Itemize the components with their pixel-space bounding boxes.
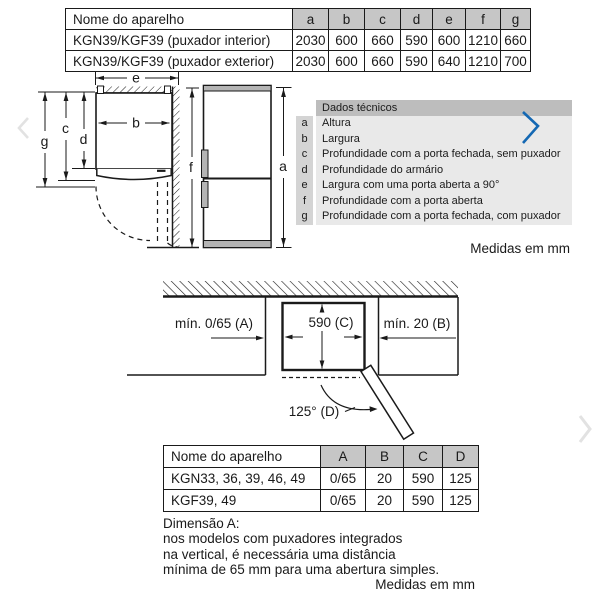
angle-label-d: 125° (D): [288, 404, 340, 419]
note-line: na vertical, é necessária uma distância: [163, 546, 396, 562]
measure-units-note: Medidas em mm: [375, 577, 475, 593]
value-cell: 660: [365, 51, 401, 72]
value-cell: 590: [404, 468, 443, 490]
spec-col-d: d: [401, 9, 433, 30]
install-table-name-header: Nome do aparelho: [164, 446, 321, 468]
legend-label: Profundidade com a porta aberta: [316, 194, 572, 210]
value-cell: 640: [433, 51, 466, 72]
fridge-front-view: [202, 86, 272, 248]
spec-col-b: b: [329, 9, 365, 30]
legend-label: Altura: [316, 116, 572, 132]
value-cell: 125: [443, 468, 479, 490]
legend-item-c: [296, 147, 572, 163]
door-handle-lower: [202, 182, 209, 208]
legend-label: Profundidade com a porta fechada, sem puxador: [316, 147, 572, 163]
fridge-top-view: [96, 86, 172, 180]
value-cell: 2030: [293, 30, 329, 51]
legend-key: f: [296, 194, 313, 210]
note-line: mínima de 65 mm para uma abertura simples.: [163, 561, 440, 577]
dim-label-d: d: [79, 131, 88, 147]
measure-units-note: Medidas em mm: [470, 241, 570, 256]
install-col-b: B: [366, 446, 404, 468]
legend-item-g: [296, 209, 572, 225]
model-name: KGN33, 36, 39, 46, 49: [164, 468, 321, 490]
dim-label-g: g: [40, 133, 49, 149]
note-line: Dimensão A:: [163, 516, 240, 531]
value-cell: 20: [366, 468, 404, 490]
legend-label: Largura com uma porta aberta a 90°: [316, 178, 572, 194]
right-cabinet: [379, 297, 459, 375]
value-cell: 660: [365, 30, 401, 51]
value-cell: 125: [443, 490, 479, 512]
install-col-d: D: [443, 446, 479, 468]
spec-col-e: e: [433, 9, 466, 30]
clearance-label-a: mín. 0/65 (A): [174, 316, 254, 331]
dim-label-b: b: [132, 114, 140, 131]
model-name: KGF39, 49: [164, 490, 321, 512]
dimension-a-note: [163, 516, 475, 592]
value-cell: 600: [433, 30, 466, 51]
spec-col-a: a: [293, 9, 329, 30]
value-cell: 0/65: [321, 490, 366, 512]
value-cell: 600: [329, 30, 365, 51]
dim-label-a: a: [279, 158, 287, 174]
model-name: KGN39/KGF39 (puxador interior): [66, 30, 293, 51]
dim-label-c: c: [62, 120, 69, 136]
legend-item-e: [296, 178, 572, 194]
installation-table: [163, 445, 479, 512]
legend-key: c: [296, 147, 313, 163]
appliance-spec-table: [65, 8, 531, 72]
spec-col-f: f: [466, 9, 501, 30]
legend-key: b: [296, 132, 313, 148]
legend-item-f: [296, 194, 572, 210]
door-handle-upper: [202, 150, 209, 178]
value-cell: 590: [404, 490, 443, 512]
value-cell: 2030: [293, 51, 329, 72]
note-line: nos modelos com puxadores integrados: [163, 531, 403, 547]
table-row: [66, 30, 531, 51]
value-cell: 600: [329, 51, 365, 72]
left-cabinet: [127, 297, 266, 375]
legend-label: Profundidade do armário: [316, 163, 572, 179]
chevron-left-icon[interactable]: [15, 116, 31, 140]
model-name: KGN39/KGF39 (puxador exterior): [66, 51, 293, 72]
spec-table-header-row: [66, 9, 531, 30]
legend-header-spacer: [296, 100, 313, 116]
legend-item-d: [296, 163, 572, 179]
table-row: [164, 468, 479, 490]
value-cell: 660: [501, 30, 531, 51]
legend-key: g: [296, 209, 313, 225]
dim-label-e: e: [132, 69, 140, 86]
install-table-header-row: [164, 446, 479, 468]
value-cell: 590: [401, 30, 433, 51]
value-cell: 1210: [466, 30, 501, 51]
value-cell: 590: [401, 51, 433, 72]
door-swing-arc: [96, 182, 178, 247]
legend-label: Profundidade com a porta fechada, com puxador: [316, 209, 572, 225]
legend-key: a: [296, 116, 313, 132]
fridge-dimension-diagram: [15, 66, 297, 262]
spec-col-g: g: [501, 9, 531, 30]
install-col-a: A: [321, 446, 366, 468]
value-cell: 0/65: [321, 468, 366, 490]
open-door: [361, 365, 414, 439]
spec-table-name-header: Nome do aparelho: [66, 9, 293, 30]
legend-header: Dados técnicos: [316, 100, 572, 116]
width-label-c: 590 (C): [308, 315, 354, 330]
table-row: [164, 490, 479, 512]
dim-label-f: f: [189, 159, 193, 175]
clearance-label-b: mín. 20 (B): [383, 316, 451, 331]
installation-clearance-diagram: [120, 276, 480, 444]
chevron-right-faint-icon[interactable]: [577, 413, 595, 445]
value-cell: 700: [501, 51, 531, 72]
wall-hatch: [163, 281, 458, 297]
legend-key: e: [296, 178, 313, 194]
legend-key: d: [296, 163, 313, 179]
value-cell: 20: [366, 490, 404, 512]
value-cell: 1210: [466, 51, 501, 72]
chevron-right-icon[interactable]: [519, 109, 543, 147]
install-col-c: C: [404, 446, 443, 468]
legend-label: Largura: [316, 132, 572, 148]
spec-col-c: c: [365, 9, 401, 30]
